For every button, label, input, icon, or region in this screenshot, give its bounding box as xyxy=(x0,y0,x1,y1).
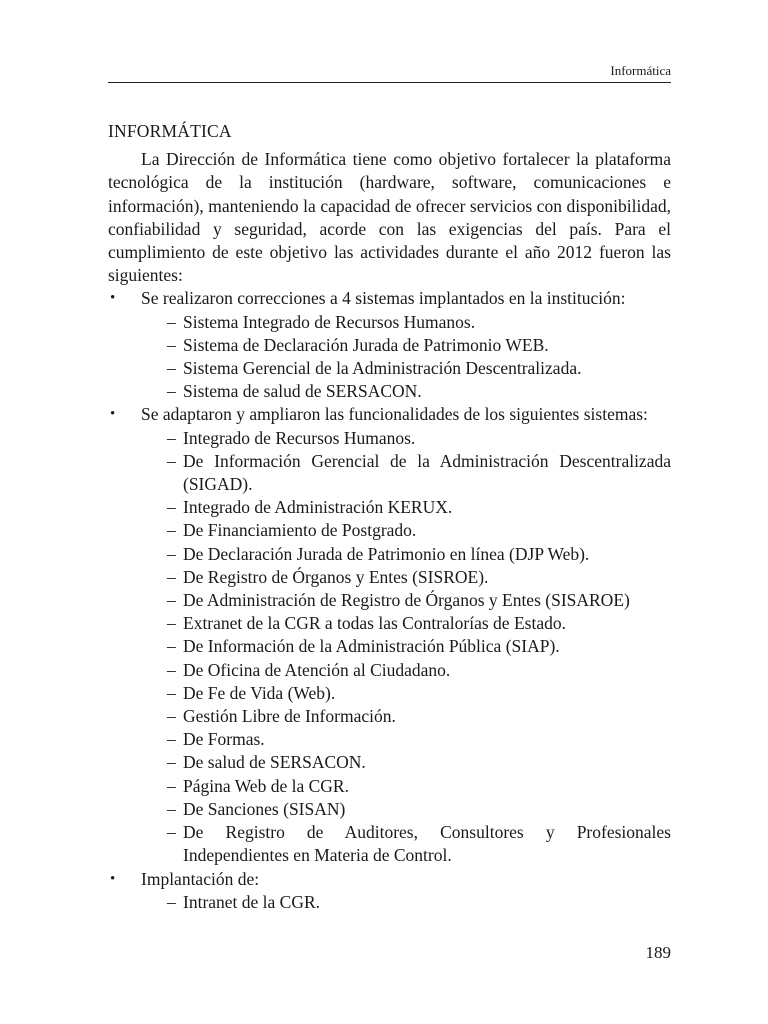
sub-item xyxy=(108,612,671,635)
page-number: 189 xyxy=(645,943,671,962)
sub-item xyxy=(108,427,671,450)
dash-symbol: – xyxy=(167,613,176,634)
sub-item xyxy=(108,821,671,867)
sub-item-text: De Financiamiento de Postgrado. xyxy=(183,520,417,541)
dash-symbol: – xyxy=(167,729,176,750)
sub-item xyxy=(108,543,671,566)
dash-symbol: – xyxy=(167,334,176,355)
dash-symbol: – xyxy=(167,822,176,843)
sub-item-text: De Oficina de Atención al Ciudadano. xyxy=(183,659,451,680)
bullet-item xyxy=(108,868,671,891)
bullet-symbol: • xyxy=(110,290,116,307)
dash-symbol: – xyxy=(167,520,176,541)
page-body xyxy=(108,120,671,914)
sub-item xyxy=(108,728,671,751)
sub-item-text: De Registro de Órganos y Entes (SISROE). xyxy=(183,566,489,587)
sub-item-text: Página Web de la CGR. xyxy=(183,775,349,796)
sub-item xyxy=(108,682,671,705)
dash-symbol: – xyxy=(167,427,176,448)
sub-item xyxy=(108,450,671,496)
sub-item xyxy=(108,519,671,542)
sub-item-text: De Formas. xyxy=(183,729,265,750)
dash-symbol: – xyxy=(167,798,176,819)
sub-item xyxy=(108,311,671,334)
sub-item-text: De Fe de Vida (Web). xyxy=(183,682,336,703)
sub-item-text: Extranet de la CGR a todas las Contralorías de Estado. xyxy=(183,613,566,634)
sub-item-text: De salud de SERSACON. xyxy=(183,752,366,773)
header-rule xyxy=(108,82,671,83)
dash-symbol: – xyxy=(167,891,176,912)
sub-item-text: Integrado de Administración KERUX. xyxy=(183,497,453,518)
dash-symbol: – xyxy=(167,659,176,680)
sub-item xyxy=(108,589,671,612)
dash-symbol: – xyxy=(167,706,176,727)
sub-item-text: Integrado de Recursos Humanos. xyxy=(183,427,416,448)
sub-item xyxy=(108,891,671,914)
sub-item-text: De Administración de Registro de Órganos y Entes (SISAROE) xyxy=(183,590,630,611)
dash-symbol: – xyxy=(167,450,176,471)
bullet-item xyxy=(108,287,671,310)
sub-item-text: Gestión Libre de Información. xyxy=(183,706,396,727)
dash-symbol: – xyxy=(167,566,176,587)
sub-item xyxy=(108,380,671,403)
sub-item-text: De Registro de Auditores, Consultores y Profesionales Independientes en Materia de Control. xyxy=(183,822,671,866)
sub-item xyxy=(108,357,671,380)
sub-item-text: De Información de la Administración Pública (SIAP). xyxy=(183,636,560,657)
bullet-text: Se realizaron correcciones a 4 sistemas implantados en la institución: xyxy=(141,288,626,309)
dash-symbol: – xyxy=(167,636,176,657)
dash-symbol: – xyxy=(167,497,176,518)
sub-item-text: Sistema Gerencial de la Administración Descentralizada. xyxy=(183,358,582,379)
bullet-text: Se adaptaron y ampliaron las funcionalidades de los siguientes sistemas: xyxy=(141,404,648,425)
sub-item xyxy=(108,751,671,774)
running-header: Informática xyxy=(610,63,671,78)
intro-paragraph: La Dirección de Informática tiene como objetivo fortalecer la plataforma tecnológica de la institución (hardware, software, comunicaciones e información), manteniendo la capacidad de ofrecer servicios con disponibilidad, confiabilidad y seguridad, acorde con las exigencias del país. Para el cumplimiento de este objetivo las actividades durante el año 2012 fueron las siguientes: xyxy=(108,149,671,286)
bullet-item xyxy=(108,403,671,426)
bullet-symbol: • xyxy=(110,406,116,423)
sub-item xyxy=(108,334,671,357)
dash-symbol: – xyxy=(167,311,176,332)
sub-item-text: De Sanciones (SISAN) xyxy=(183,798,346,819)
sub-item xyxy=(108,775,671,798)
sub-item-text: Sistema de salud de SERSACON. xyxy=(183,381,422,402)
sub-item xyxy=(108,496,671,519)
sub-item-text: Sistema de Declaración Jurada de Patrimonio WEB. xyxy=(183,334,549,355)
sub-item-text: Intranet de la CGR. xyxy=(183,891,321,912)
dash-symbol: – xyxy=(167,358,176,379)
dash-symbol: – xyxy=(167,682,176,703)
dash-symbol: – xyxy=(167,590,176,611)
sub-item xyxy=(108,798,671,821)
dash-symbol: – xyxy=(167,543,176,564)
sub-item-text: Sistema Integrado de Recursos Humanos. xyxy=(183,311,476,332)
dash-symbol: – xyxy=(167,752,176,773)
bullet-symbol: • xyxy=(110,870,116,887)
sub-item xyxy=(108,705,671,728)
dash-symbol: – xyxy=(167,381,176,402)
sub-item xyxy=(108,659,671,682)
dash-symbol: – xyxy=(167,775,176,796)
sub-item-text: De Información Gerencial de la Administración Descentralizada (SIGAD). xyxy=(183,450,671,495)
section-title: INFORMÁTICA xyxy=(108,121,232,141)
sub-item xyxy=(108,566,671,589)
sub-item xyxy=(108,635,671,658)
sub-item-text: De Declaración Jurada de Patrimonio en línea (DJP Web). xyxy=(183,543,590,564)
bullet-text: Implantación de: xyxy=(141,868,260,889)
